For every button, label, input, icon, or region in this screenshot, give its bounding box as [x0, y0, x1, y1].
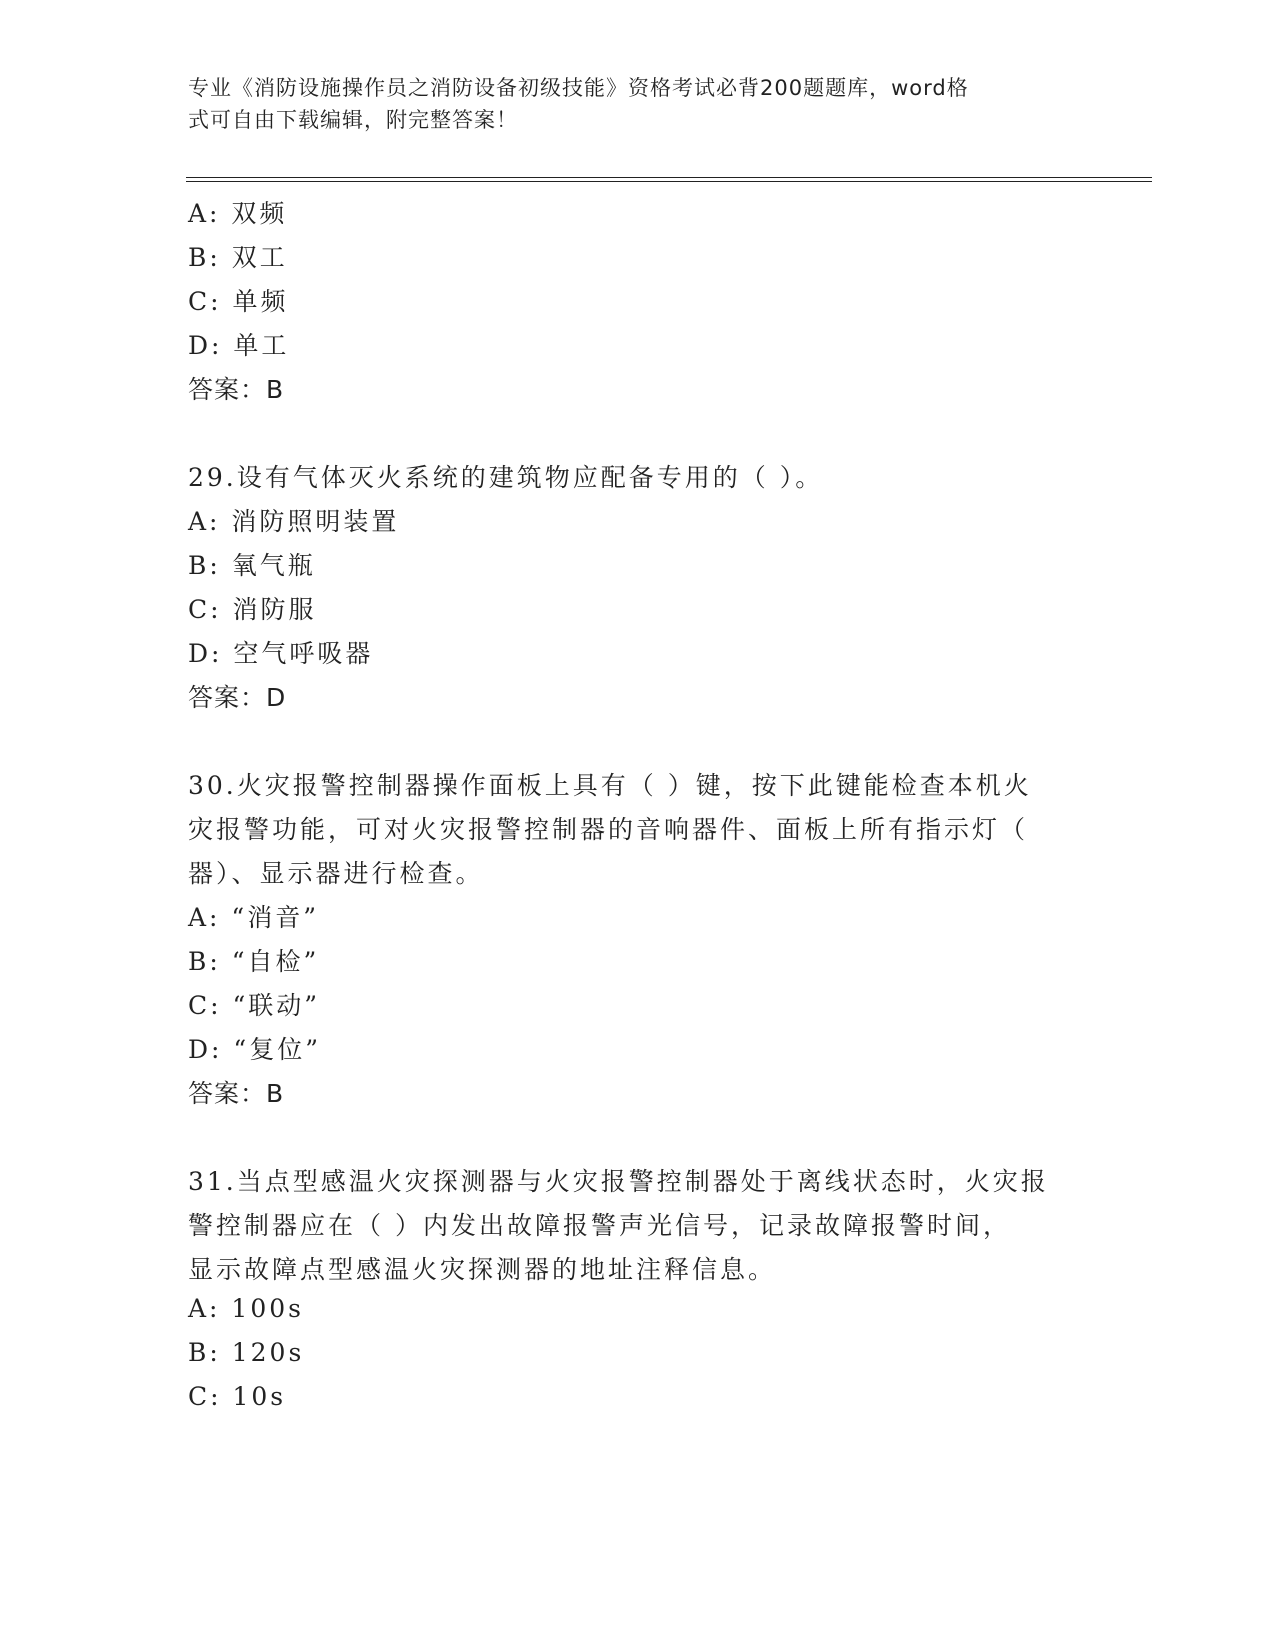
q28-answer: 答案：B	[188, 375, 285, 404]
q28-option-b: B: 双工	[188, 243, 288, 272]
q29-option-c: C: 消防服	[188, 595, 317, 624]
q29-option-b: B: 氧气瓶	[188, 551, 316, 580]
header-rule-top	[186, 177, 1152, 178]
q29-answer: 答案：D	[188, 683, 287, 712]
q28-option-c: C: 单频	[188, 287, 289, 316]
q30-option-d: D: “复位”	[188, 1035, 321, 1064]
q28-option-d: D: 单工	[188, 331, 290, 360]
q30-option-b: B: “自检”	[188, 947, 320, 976]
q30-option-a: A: “消音”	[188, 903, 319, 932]
q30-stem-line-2: 灾报警功能，可对火灾报警控制器的音响器件、面板上所有指示灯（	[188, 815, 1029, 844]
q31-stem-line-1: 31.当点型感温火灾探测器与火灾报警控制器处于离线状态时，火灾报	[188, 1167, 1049, 1196]
q31-option-b: B: 120s	[188, 1338, 305, 1367]
q31-stem-line-3: 显示故障点型感温火灾探测器的地址注释信息。	[188, 1255, 777, 1284]
q31-stem-line-2: 警控制器应在（ ）内发出故障报警声光信号，记录故障报警时间，	[188, 1211, 1011, 1240]
q30-answer: 答案：B	[188, 1079, 285, 1108]
q30-stem-line-3: 器）、显示器进行检查。	[188, 859, 484, 888]
document-header	[188, 72, 1068, 136]
q28-option-a: A: 双频	[188, 199, 288, 228]
q30-stem-line-1: 30.火灾报警控制器操作面板上具有（ ）键，按下此键能检查本机火	[188, 771, 1032, 800]
q29-option-a: A: 消防照明装置	[188, 507, 400, 536]
q29-stem: 29.设有气体灭火系统的建筑物应配备专用的（ ）。	[188, 463, 824, 492]
header-line-1: 专业《消防设施操作员之消防设备初级技能》资格考试必背200题题库，word格	[188, 76, 969, 100]
header-line-2: 式可自由下载编辑，附完整答案！	[188, 108, 518, 132]
q31-option-a: A: 100s	[188, 1294, 304, 1323]
q30-option-c: C: “联动”	[188, 991, 321, 1020]
header-rule-bottom	[186, 181, 1152, 182]
q29-option-d: D: 空气呼吸器	[188, 639, 374, 668]
q31-option-c: C: 10s	[188, 1382, 287, 1411]
